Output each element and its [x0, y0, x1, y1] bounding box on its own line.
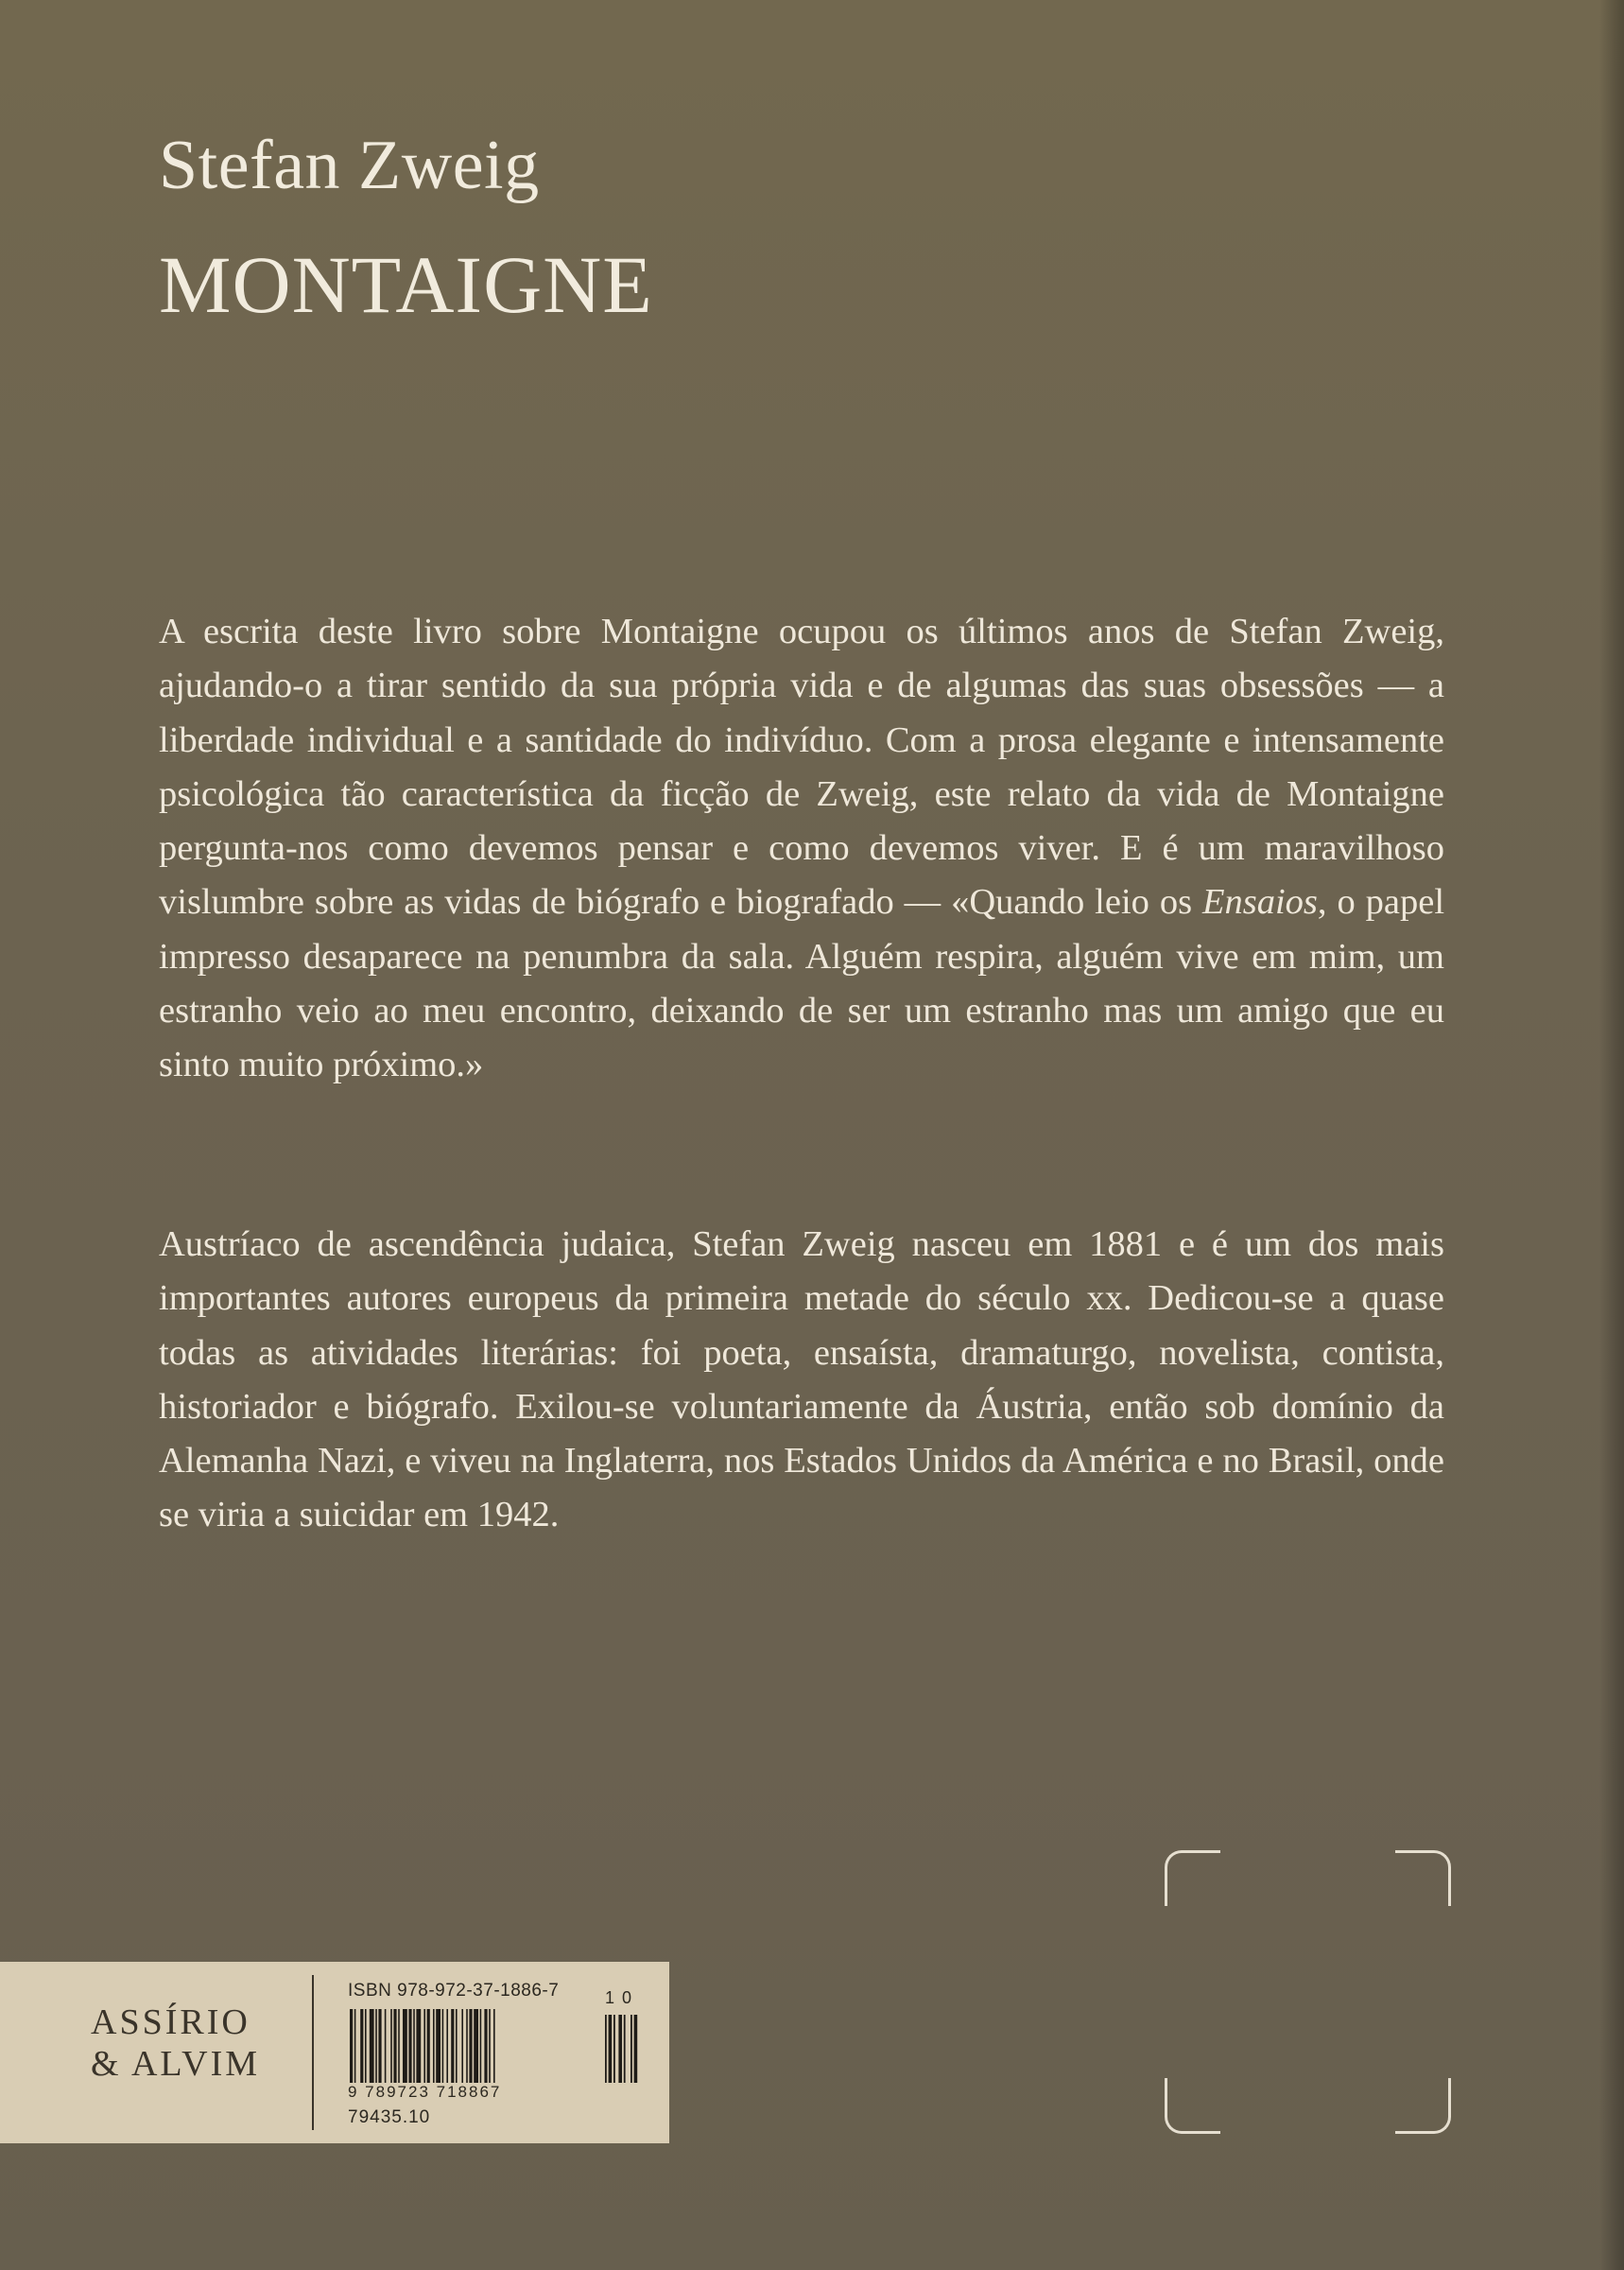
barcode-bar [370, 2009, 374, 2083]
barcode-bar [446, 2009, 448, 2083]
barcode-bar [413, 2009, 415, 2083]
barcode-addon-bar [609, 2015, 613, 2083]
synopsis-paragraph [159, 605, 1444, 1093]
frame-corner-bottom-left [1165, 2078, 1220, 2134]
barcode-bar [365, 2009, 367, 2083]
synopsis-text-start: A escrita deste livro sobre Montaigne ocupou os últimos anos de Stefan Zweig, ajudando-o a tirar sentido da sua própria vida e de algumas das suas obsessões — a liberdade individual e a santidade do indivíduo. Com a prosa elegante e intensamente psicológica tão característica da ficção de Zweig, este relato da vida de Montaigne pergunta-nos como devemos pensar e como devemos viver. E é um maravilhoso vislumbre sobre as vidas de biógrafo e biografado — «Quando leio os [159, 612, 1444, 923]
price-code: 79435.10 [348, 2107, 431, 2127]
barcode-bar [398, 2009, 400, 2083]
barcode-bar [493, 2009, 495, 2083]
cover-edge-shadow [1599, 0, 1624, 2270]
panel-divider [312, 1975, 314, 2130]
barcode-bar [442, 2009, 444, 2083]
publisher-name-line1: ASSÍRIO [91, 2002, 251, 2042]
barcode-bar [390, 2009, 392, 2083]
synopsis-book-reference: Ensaios [1201, 882, 1318, 923]
barcode-bar [393, 2009, 396, 2083]
barcode-bar [461, 2009, 463, 2083]
barcode-addon-bar [618, 2015, 622, 2083]
publisher-logo [91, 2001, 260, 2085]
barcode-bar [385, 2009, 387, 2083]
barcode-addon-bar [624, 2015, 626, 2083]
barcode-graphic [348, 2009, 652, 2083]
barcode-bar [423, 2009, 425, 2083]
barcode-bar [474, 2009, 478, 2083]
barcode-bar [484, 2009, 487, 2083]
barcode-bar [360, 2009, 363, 2083]
barcode-bar [427, 2009, 430, 2083]
barcode-panel [0, 1962, 669, 2143]
barcode-bar [489, 2009, 491, 2083]
author-biography: Austríaco de ascendência judaica, Stefan Zweig nasceu em 1881 e é um dos mais importantes autores europeus da primeira metade do século xx. Dedicou-se a quase todas as atividades literárias: foi poeta, ensaísta, dramaturgo, novelista, contista, historiador e biógrafo. Exilou-se voluntariamente da Áustria, então sob domínio da Alemanha Nazi, e viveu na Inglaterra, nos Estados Unidos da América e no Brasil, onde se viria a suicidar em 1942. [159, 1224, 1444, 1535]
isbn-label: ISBN 978-972-37-1886-7 [348, 1981, 560, 2001]
barcode-addon-bar [634, 2015, 638, 2083]
barcode-bar [433, 2009, 435, 2083]
barcode-bar [466, 2009, 468, 2083]
barcode-addon-bar [613, 2015, 615, 2083]
barcode-bar [416, 2009, 421, 2083]
barcode-addon-bar [631, 2015, 632, 2083]
author-name: Stefan Zweig [159, 127, 540, 204]
barcode-bar [436, 2009, 441, 2083]
barcode-bar [350, 2009, 353, 2083]
barcode-addon-bar [605, 2015, 607, 2083]
barcode-bar [375, 2009, 377, 2083]
barcode-bar [354, 2009, 356, 2083]
ean-digits: 9 789723 718867 [348, 2083, 502, 2101]
barcode-bar [408, 2009, 411, 2083]
frame-corner-bottom-right [1395, 2078, 1451, 2134]
barcode-bar [469, 2009, 472, 2083]
synopsis-text-end: , o papel impresso desaparece na penumbra da sala. Alguém respira, alguém vive em mim, um estranho veio ao meu encontro, deixando de ser um estranho mas um amigo que eu sinto muito próximo.» [159, 882, 1445, 1085]
barcode-bar [451, 2009, 454, 2083]
barcode-bar [480, 2009, 482, 2083]
frame-corner-top-left [1165, 1850, 1220, 1906]
barcode-bar [403, 2009, 407, 2083]
frame-corner-top-right [1395, 1850, 1451, 1906]
barcode-bar [378, 2009, 381, 2083]
barcode-addon-digits: 10 [605, 1988, 640, 2007]
book-title: MONTAIGNE [159, 239, 653, 330]
barcode-bar [456, 2009, 458, 2083]
publisher-name-line2: & ALVIM [91, 2044, 261, 2084]
